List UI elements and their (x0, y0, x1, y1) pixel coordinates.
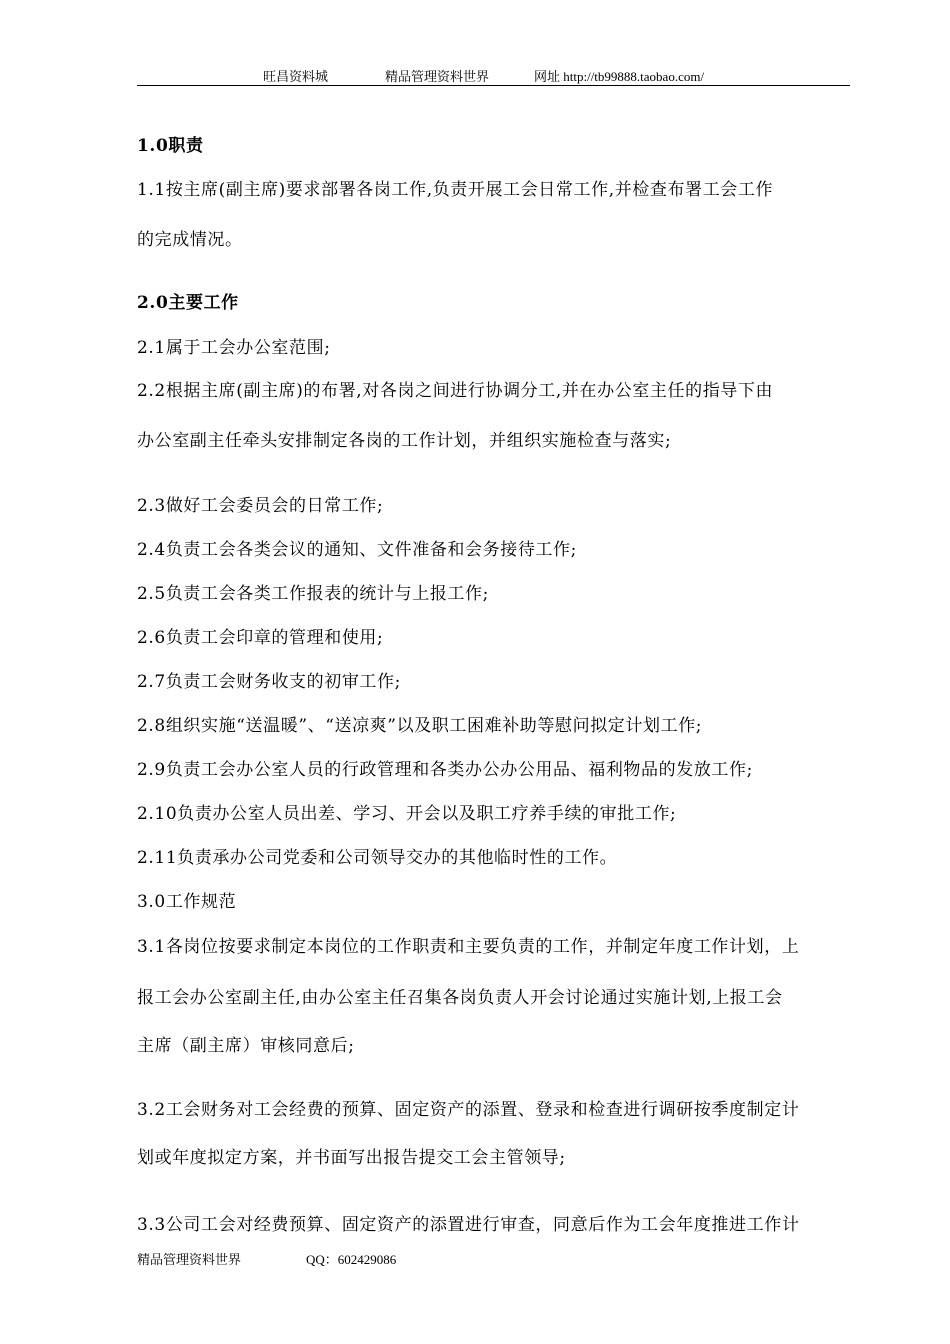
paragraph-2-5: 2.5负责工会各类工作报表的统计与上报工作; (137, 584, 489, 604)
paragraph-2-6: 2.6负责工会印章的管理和使用; (137, 628, 384, 648)
paragraph-2-9: 2.9负责工会办公室人员的行政管理和各类办公办公用品、福利物品的发放工作; (137, 760, 753, 780)
footer-qq: QQ：602429086 (306, 1252, 397, 1267)
section-1-title: 1.0职责 (137, 136, 204, 156)
section-3-title: 3.0工作规范 (137, 892, 237, 912)
header-divider (137, 85, 850, 86)
paragraph-3-2-line-2: 划或年度拟定方案，并书面写出报告提交工会主管领导; (137, 1148, 566, 1168)
paragraph-2-8: 2.8组织实施“送温暖”、“送凉爽”以及职工困难补助等慰问拟定计划工作; (137, 716, 703, 736)
paragraph-3-1-line-1: 3.1各岗位按要求制定本岗位的工作职责和主要负责的工作，并制定年度工作计划，上 (137, 937, 800, 957)
paragraph-2-3: 2.3做好工会委员会的日常工作; (137, 496, 384, 516)
section-2-title: 2.0主要工作 (137, 293, 239, 313)
paragraph-3-3-line-1: 3.3公司工会对经费预算、固定资产的添置进行审查，同意后作为工会年度推进工作计 (137, 1215, 800, 1235)
paragraph-2-4: 2.4负责工会各类会议的通知、文件准备和会务接待工作; (137, 540, 577, 560)
paragraph-3-1-line-2: 报工会办公室副主任,由办公室主任召集各岗负责人开会讨论通过实施计划,上报工会 (137, 988, 783, 1008)
paragraph-2-10: 2.10负责办公室人员出差、学习、开会以及职工疗养手续的审批工作; (137, 804, 677, 824)
header-url: 网址 http://tb99888.taobao.com/ (534, 69, 705, 84)
paragraph-3-2-line-1: 3.2工会财务对工会经费的预算、固定资产的添置、登录和检查进行调研按季度制定计 (137, 1100, 800, 1120)
paragraph-2-2-line-1: 2.2根据主席(副主席)的布署,对各岗之间进行协调分工,并在办公室主任的指导下由 (137, 381, 774, 401)
paragraph-1-1-line-1: 1.1按主席(副主席)要求部署各岗工作,负责开展工会日常工作,并检查布署工会工作 (137, 180, 774, 200)
footer-world-name: 精品管理资料世界 (137, 1252, 242, 1267)
paragraph-2-11: 2.11负责承办公司党委和公司领导交办的其他临时性的工作。 (137, 848, 618, 868)
header-world-name: 精品管理资料世界 (385, 69, 490, 84)
header-site-name: 旺昌资料城 (263, 69, 329, 84)
paragraph-2-7: 2.7负责工会财务收支的初审工作; (137, 672, 401, 692)
paragraph-2-2-line-2: 办公室副主任牵头安排制定各岗的工作计划，并组织实施检查与落实; (137, 431, 672, 451)
paragraph-2-1: 2.1属于工会办公室范围; (137, 338, 331, 358)
paragraph-1-1-line-2: 的完成情况。 (137, 230, 243, 250)
paragraph-3-1-line-3: 主席（副主席）审核同意后; (137, 1036, 355, 1056)
